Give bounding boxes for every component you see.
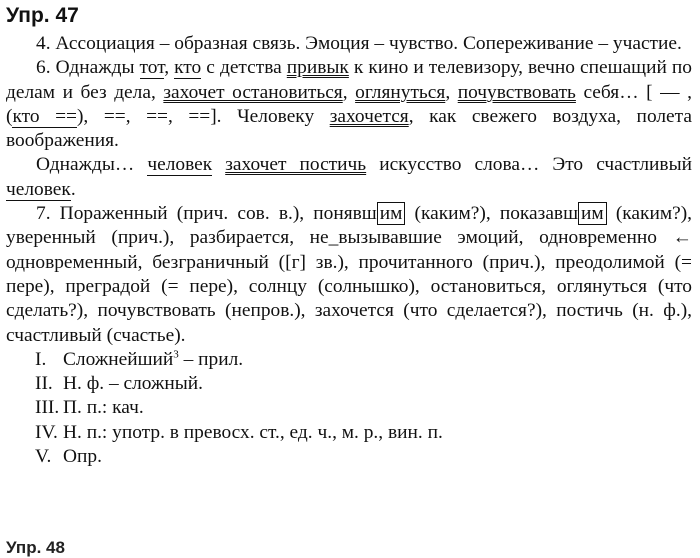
analysis-num: V. <box>35 446 52 468</box>
p6-text-7: себя… [ — , ( <box>6 81 692 127</box>
p6-text-6: , <box>445 81 458 103</box>
ending-box-1: им <box>377 202 406 225</box>
next-exercise-title-cut: Упр. 48 <box>6 538 65 557</box>
analysis-item-2 <box>6 372 692 396</box>
word-zakhochet-postich: захочет постичь <box>225 154 367 176</box>
word-pochuvstvovat: почувствовать <box>457 81 576 103</box>
p6-text-2: , <box>164 57 175 79</box>
ending-box-2: им <box>578 202 607 225</box>
analysis-num: IV. <box>35 421 58 443</box>
p7-text-3: (каким?), уверенный (прич.), разбирается, не_вызывавшие эмоций, одновременно ← одновременный, безграничный ([г] зв.), прочитанного (прич.), преодолимой (= пере), преградой (= пере), солнцу (солнышко), остановиться, оглянуться (что сделать?), почувствовать (непров.), захочется (что сделается?), постичь (н. ф.), счастливый (счастье). <box>6 203 693 346</box>
paragraph-odnazhdy <box>6 153 692 202</box>
p6-text-3: с детства <box>201 57 287 79</box>
analysis-text: Опр. <box>63 446 102 468</box>
p6-text-8: ), ==, ==, ==]. Человеку <box>76 105 330 127</box>
paragraph-4: 4. Ассоциация – образная связь. Эмоция – чувство. Сопереживание – участие. <box>36 33 682 54</box>
analysis-text: Сложнейший <box>63 348 174 370</box>
odnazhdy-text-3: искусство слова… Это счастливый <box>366 154 692 176</box>
p7-text-1: 7. Пораженный (прич. сов. в.), понявш <box>36 203 377 225</box>
analysis-item-4 <box>6 421 692 445</box>
analysis-num: II. <box>35 373 53 395</box>
analysis-item-3 <box>6 396 692 420</box>
analysis-text: Н. п.: употр. в превосх. ст., ед. ч., м. р., вин. п. <box>63 421 443 443</box>
word-privyk: привык <box>286 57 349 79</box>
analysis-text: П. п.: кач. <box>63 397 144 419</box>
word-kto-2: кто == <box>12 105 77 127</box>
word-tot: тот <box>139 57 165 79</box>
analysis-num: I. <box>35 348 47 370</box>
p6-text-4: к кино и телевизору, вечно спешащий по делам и без дела, <box>6 57 692 103</box>
word-zakhochet-ostanovitsya: захочет остановиться <box>163 81 343 103</box>
analysis-item-1 <box>6 348 692 372</box>
odnazhdy-text-4: . <box>70 178 76 200</box>
analysis-num: III. <box>35 397 60 419</box>
word-oglyanutsya: оглянуться <box>355 81 446 103</box>
p6-text-5: , <box>342 81 356 103</box>
word-chelovek: человек <box>147 154 213 176</box>
paragraph-7 <box>6 202 692 348</box>
word-kto: кто <box>174 57 202 79</box>
paragraph-6 <box>6 56 692 153</box>
morphology-analysis-list <box>6 348 692 469</box>
odnazhdy-text-1: Однажды… <box>36 154 148 176</box>
exercise-title: Упр. 47 <box>6 4 79 27</box>
word-chelovek-2: человек <box>6 178 71 200</box>
word-zakhochetsya: захочется <box>329 105 409 127</box>
p6-text-9: , как свежего воздуха, полета воображения. <box>6 105 692 152</box>
footnote-mark: 3 <box>173 348 179 361</box>
odnazhdy-text-2 <box>212 154 225 175</box>
p6-text-1: 6. Однажды <box>36 57 140 79</box>
analysis-item-5 <box>6 445 692 469</box>
p7-text-2: (каким?), показавш <box>405 203 579 225</box>
analysis-rest: – прил. <box>178 348 244 370</box>
analysis-text: Н. ф. – сложный. <box>63 373 204 395</box>
